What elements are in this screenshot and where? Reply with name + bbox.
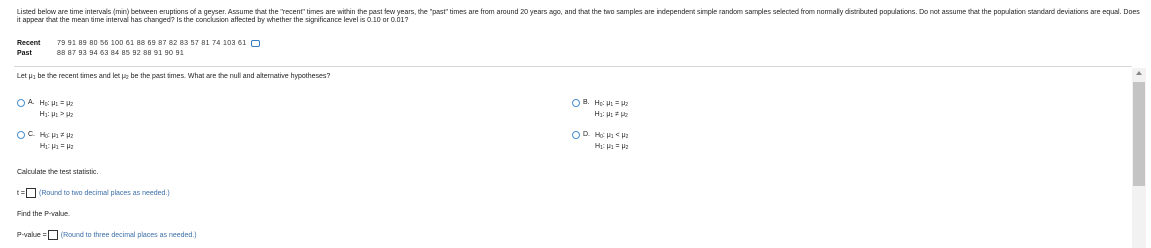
hypotheses-question	[17, 73, 330, 81]
pvalue-line	[17, 230, 197, 240]
option-a-letter: A.	[28, 99, 35, 106]
recent-values: 79 91 89 80 56 100 61 88 69 87 82 83 57 81 74 103 61	[57, 39, 247, 47]
past-label: Past	[17, 49, 32, 57]
option-c[interactable]	[17, 131, 73, 153]
option-c-h1: $H_1$: $\mu_1 = \mu_2$	[40, 143, 74, 151]
question-sub-1: 1	[32, 75, 36, 81]
option-a-hypotheses	[40, 99, 73, 121]
option-d-h1: $H_1$: $\mu_1 = \mu_2$	[595, 143, 629, 151]
option-d[interactable]	[572, 131, 628, 153]
t-prefix: t =	[17, 189, 25, 197]
option-b[interactable]	[572, 99, 628, 121]
question-sub-2: 2	[125, 75, 129, 81]
t-statistic-line	[17, 188, 170, 198]
pvalue-input[interactable]	[48, 230, 58, 240]
option-d-radio[interactable]	[572, 131, 580, 139]
copy-data-icon[interactable]	[251, 40, 260, 47]
p-prefix: P-value =	[17, 231, 47, 239]
question-text-1: Let μ	[17, 73, 33, 80]
section-divider	[14, 66, 1132, 67]
past-values: 88 87 93 94 63 84 85 92 88 91 90 91	[57, 49, 185, 57]
option-a[interactable]	[17, 99, 73, 121]
option-a-h1: $H_1$: $\mu_1 > \mu_2$	[39, 111, 74, 119]
data-table	[17, 38, 260, 58]
option-d-hypotheses	[595, 131, 628, 153]
option-b-hypotheses	[595, 99, 628, 121]
t-hint: (Round to two decimal places as needed.)	[38, 189, 170, 197]
question-text-3: be the past times. What are the null and alternative hypotheses?	[128, 73, 331, 80]
option-c-hypotheses	[40, 131, 73, 153]
question-text-2: be the recent times and let μ	[35, 73, 126, 80]
scroll-up-arrow-icon[interactable]	[1136, 71, 1142, 75]
option-c-radio[interactable]	[17, 131, 25, 139]
option-a-h0: $H_0$: $\mu_1 = \mu_2$	[39, 100, 74, 108]
recent-row	[17, 38, 260, 48]
option-d-h0: $H_0$: $\mu_1 < \mu_2$	[595, 132, 629, 140]
p-hint: (Round to three decimal places as needed.)	[60, 231, 197, 239]
calc-statistic-label: Calculate the test statistic.	[17, 169, 99, 176]
past-row	[17, 48, 260, 58]
recent-label: Recent	[17, 39, 41, 47]
option-c-h0: $H_0$: $\mu_1 \ne \mu_2$	[40, 132, 74, 140]
option-b-letter: B.	[583, 99, 590, 106]
scroll-thumb[interactable]	[1133, 82, 1145, 186]
option-d-letter: D.	[583, 131, 590, 138]
problem-statement: Listed below are time intervals (min) between eruptions of a geyser. Assume that the "recent" times are within the past few years, the "past" times are from around 20 years ago, and that the two samples are independent simple random samples selected from normally distributed populations. Do not assume that the population standard deviations are equal. Does it appear that the mean time interval has changed? Is the conclusion affected by whether the significance level is 0.10 or 0.01?	[17, 9, 1140, 24]
option-b-radio[interactable]	[572, 99, 580, 107]
t-statistic-input[interactable]	[26, 188, 36, 198]
pvalue-label: Find the P-value.	[17, 211, 70, 218]
vertical-scrollbar[interactable]	[1132, 68, 1146, 248]
option-a-radio[interactable]	[17, 99, 25, 107]
option-b-h1: $H_1$: $\mu_1 \ne \mu_2$	[594, 111, 628, 119]
option-b-h0: $H_0$: $\mu_1 = \mu_2$	[594, 100, 629, 108]
option-c-letter: C.	[28, 131, 35, 138]
